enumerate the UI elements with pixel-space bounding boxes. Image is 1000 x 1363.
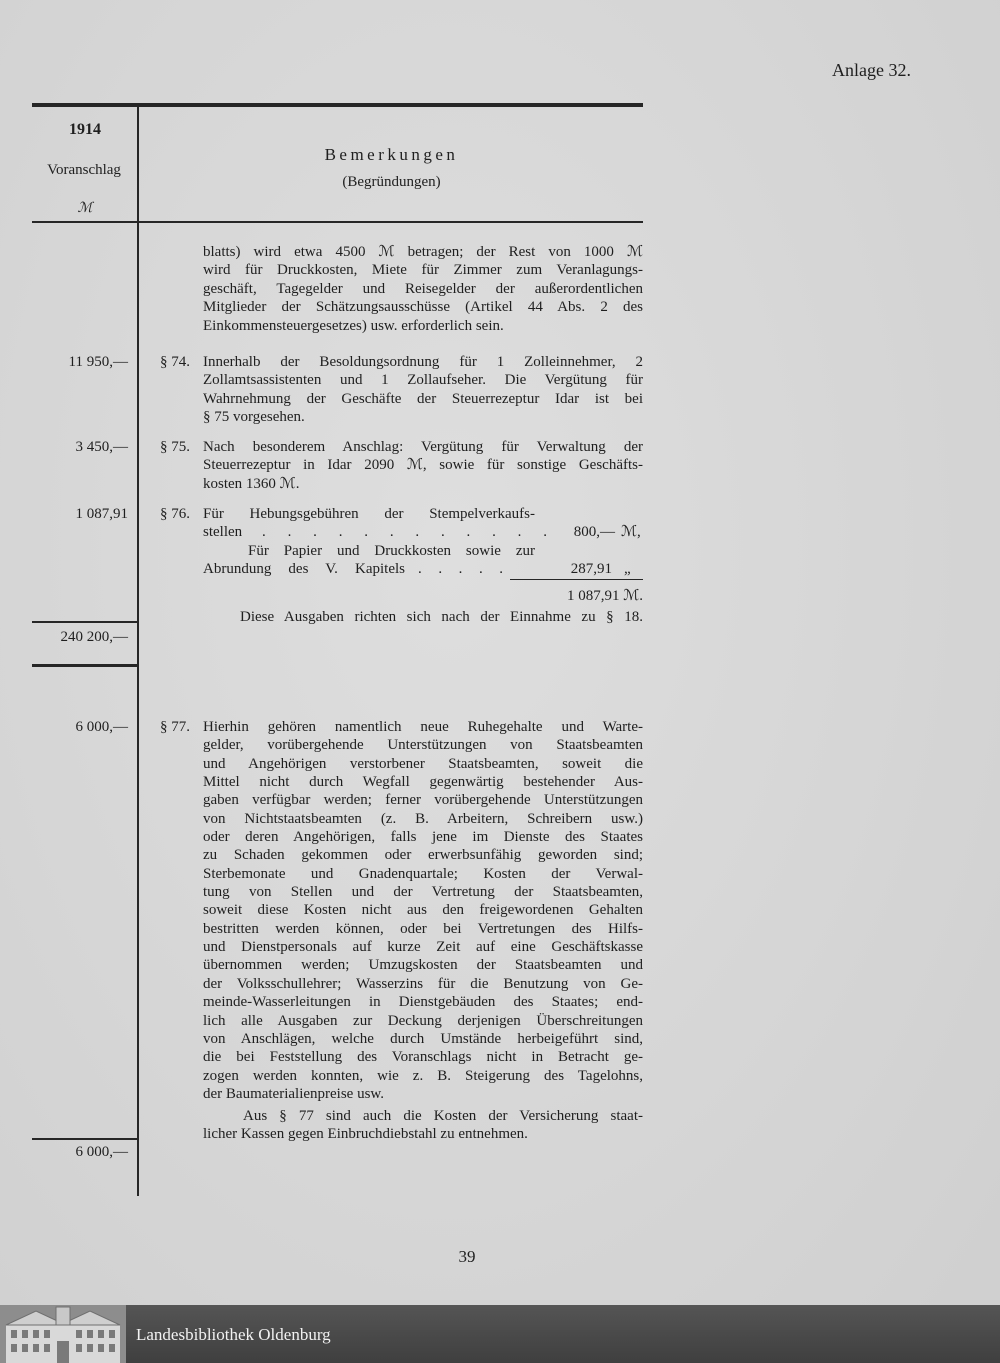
remark-line: übernommen werden; Umzugskosten der Staatsbeamten und: [203, 957, 643, 974]
remark-line: lich alle Ausgaben zur Deckung derjenigen Überschreitungen: [203, 1012, 643, 1029]
remark-line: licher Kassen gegen Einbruchdiebstahl zu entnehmen.: [203, 1126, 528, 1143]
remark-line: zu Schaden gekommen oder erwerbsunfähig geworden sind;: [203, 847, 643, 864]
header-budget-label: Voranschlag: [47, 162, 121, 178]
item1-leader-dots: . . . . . . . . . . . .: [262, 524, 547, 540]
item2-leader-dots: . . . . .: [418, 561, 503, 577]
remark-line: oder deren Angehörigen, falls jene im Dienste des Staates: [203, 829, 643, 846]
remark-line: soweit diese Kosten nicht aus den freigewordenen Gehalten: [203, 902, 643, 919]
section-75-paragraph: [203, 438, 643, 493]
amount-subtotal: 240 200,—: [60, 629, 128, 645]
section-label-75: § 75.: [160, 439, 190, 455]
subtotal-rule-below: [32, 664, 138, 667]
section-76-sum: 1 087,91 ℳ.: [566, 588, 643, 604]
subtotal-rule-above: [32, 621, 138, 623]
item2-amount: 287,91: [570, 561, 612, 577]
remark-line: Einkommensteuergesetzes) usw. erforderlich sein.: [203, 317, 504, 334]
header-remarks-title: Bemerkungen: [324, 145, 459, 164]
item2-unit: „: [624, 561, 631, 577]
remark-line: und Angehörigen verstorbener Staatsbeamten, soweit die: [203, 755, 643, 772]
table-top-rule: [32, 103, 643, 107]
header-year: 1914: [69, 121, 101, 138]
remark-line: Innerhalb der Besoldungsordnung für 1 Zolleinnehmer, 2: [203, 354, 643, 370]
remark-line: von Nichtstaatsbeamten (z. B. Arbeitern, Schreibern usw.): [203, 810, 643, 827]
section-77-paragraph: [203, 718, 643, 1103]
header-remarks-subtitle: (Begründungen): [342, 174, 441, 190]
remark-line: von Anschlägen, welche durch Umstände herbeigeführt sind,: [203, 1030, 643, 1047]
remark-line: meinde-Wasserleitungen in Dienstgebäuden des Staates; end-: [203, 994, 643, 1011]
amount-s76: 1 087,91: [75, 506, 128, 522]
item1-text: stellen: [203, 524, 243, 540]
sum-rule: [510, 579, 643, 580]
remark-line: Wahrnehmung der Geschäfte der Steuerrezeptur Idar ist bei: [203, 390, 643, 407]
remark-line: bestritten werden können, oder bei Vertretungen des Hilfs-: [203, 920, 643, 937]
amount-total: 6 000,—: [75, 1144, 128, 1160]
item2-line: Für Papier und Druckkosten sowie zur: [248, 543, 535, 559]
section-76-note: Diese Ausgaben richten sich nach der Einnahme zu § 18.: [240, 609, 643, 625]
amount-s77: 6 000,—: [75, 719, 128, 735]
remark-line: und Dienstpersonals auf kurze Zeit auf eine Geschäftskasse: [203, 939, 643, 956]
remark-line: Aus § 77 sind auch die Kosten der Versicherung staat-: [243, 1108, 643, 1124]
section-77-note: [203, 1107, 643, 1144]
remark-line: Mitglieder der Schätzungsausschüsse (Artikel 44 Abs. 2 des: [203, 299, 643, 316]
item1-unit: ℳ,: [621, 524, 641, 540]
header-currency: ℳ: [77, 201, 93, 216]
item1-amount: 800,—: [573, 524, 615, 540]
amount-s75: 3 450,—: [75, 439, 128, 455]
column-divider: [137, 105, 139, 1196]
remark-line: gelder, vorübergehende Unterstützungen von Staatsbeamten: [203, 737, 643, 754]
section-76-line: Für Hebungsgebühren der Stempelverkaufs-: [203, 506, 535, 522]
remark-line: der Baumaterialienpreise usw.: [203, 1085, 385, 1102]
remark-line: Steuerrezeptur in Idar 2090 ℳ, sowie für sonstige Geschäfts-: [203, 457, 643, 474]
section-74-paragraph: [203, 353, 643, 427]
section-label-76: § 76.: [160, 506, 190, 522]
page-number: 39: [458, 1247, 476, 1266]
table-header-rule: [32, 221, 643, 223]
remark-line: Hierhin gehören namentlich neue Ruhegehalte und Warte-: [203, 719, 643, 735]
remark-line: gaben verfügbar werden; ferner vorübergehende Unterstützungen: [203, 792, 643, 809]
remark-line: Mittel nicht durch Wegfall gegenwärtig bestehender Aus-: [203, 774, 643, 791]
library-name: Landesbibliothek Oldenburg: [136, 1325, 331, 1344]
remark-line: Sterbemonate und Gnadenquartale; Kosten der Verwal-: [203, 865, 643, 882]
remark-line: kosten 1360 ℳ.: [203, 475, 300, 492]
remark-line: geschäft, Tagegelder und Reisegelder der außerordentlichen: [203, 280, 643, 297]
remark-line: Nach besonderem Anschlag: Vergütung für Verwaltung der: [203, 439, 643, 455]
section-label-74: § 74.: [160, 354, 190, 370]
total-rule-above: [32, 1138, 138, 1140]
remark-line: der Volksschullehrer; Wasserzins für die Benutzung von Ge-: [203, 975, 643, 992]
remark-line: zogen werden konnten, wie z. B. Steigerung des Tagelohns,: [203, 1067, 643, 1084]
item2-text: Abrundung des V. Kapitels: [203, 561, 405, 577]
remark-line: tung von Stellen und der Vertretung der Staatsbeamten,: [203, 884, 643, 901]
library-building-icon: [0, 1305, 126, 1363]
remark-line: blatts) wird etwa 4500 ℳ betragen; der Rest von 1000 ℳ: [203, 244, 643, 260]
remark-line: § 75 vorgesehen.: [203, 409, 305, 426]
remark-line: Zollamtsassistenten und 1 Zollaufseher. Die Vergütung für: [203, 372, 643, 389]
continuation-paragraph: [203, 243, 643, 335]
remark-line: wird für Druckkosten, Miete für Zimmer zum Veranlagungs-: [203, 262, 643, 279]
section-label-77: § 77.: [160, 719, 190, 735]
annex-label: Anlage 32.: [832, 60, 911, 80]
amount-s74: 11 950,—: [68, 354, 128, 370]
footer-banner: [0, 1305, 1000, 1363]
remark-line: die bei Feststellung des Voranschlags nicht in Betracht ge-: [203, 1049, 643, 1066]
